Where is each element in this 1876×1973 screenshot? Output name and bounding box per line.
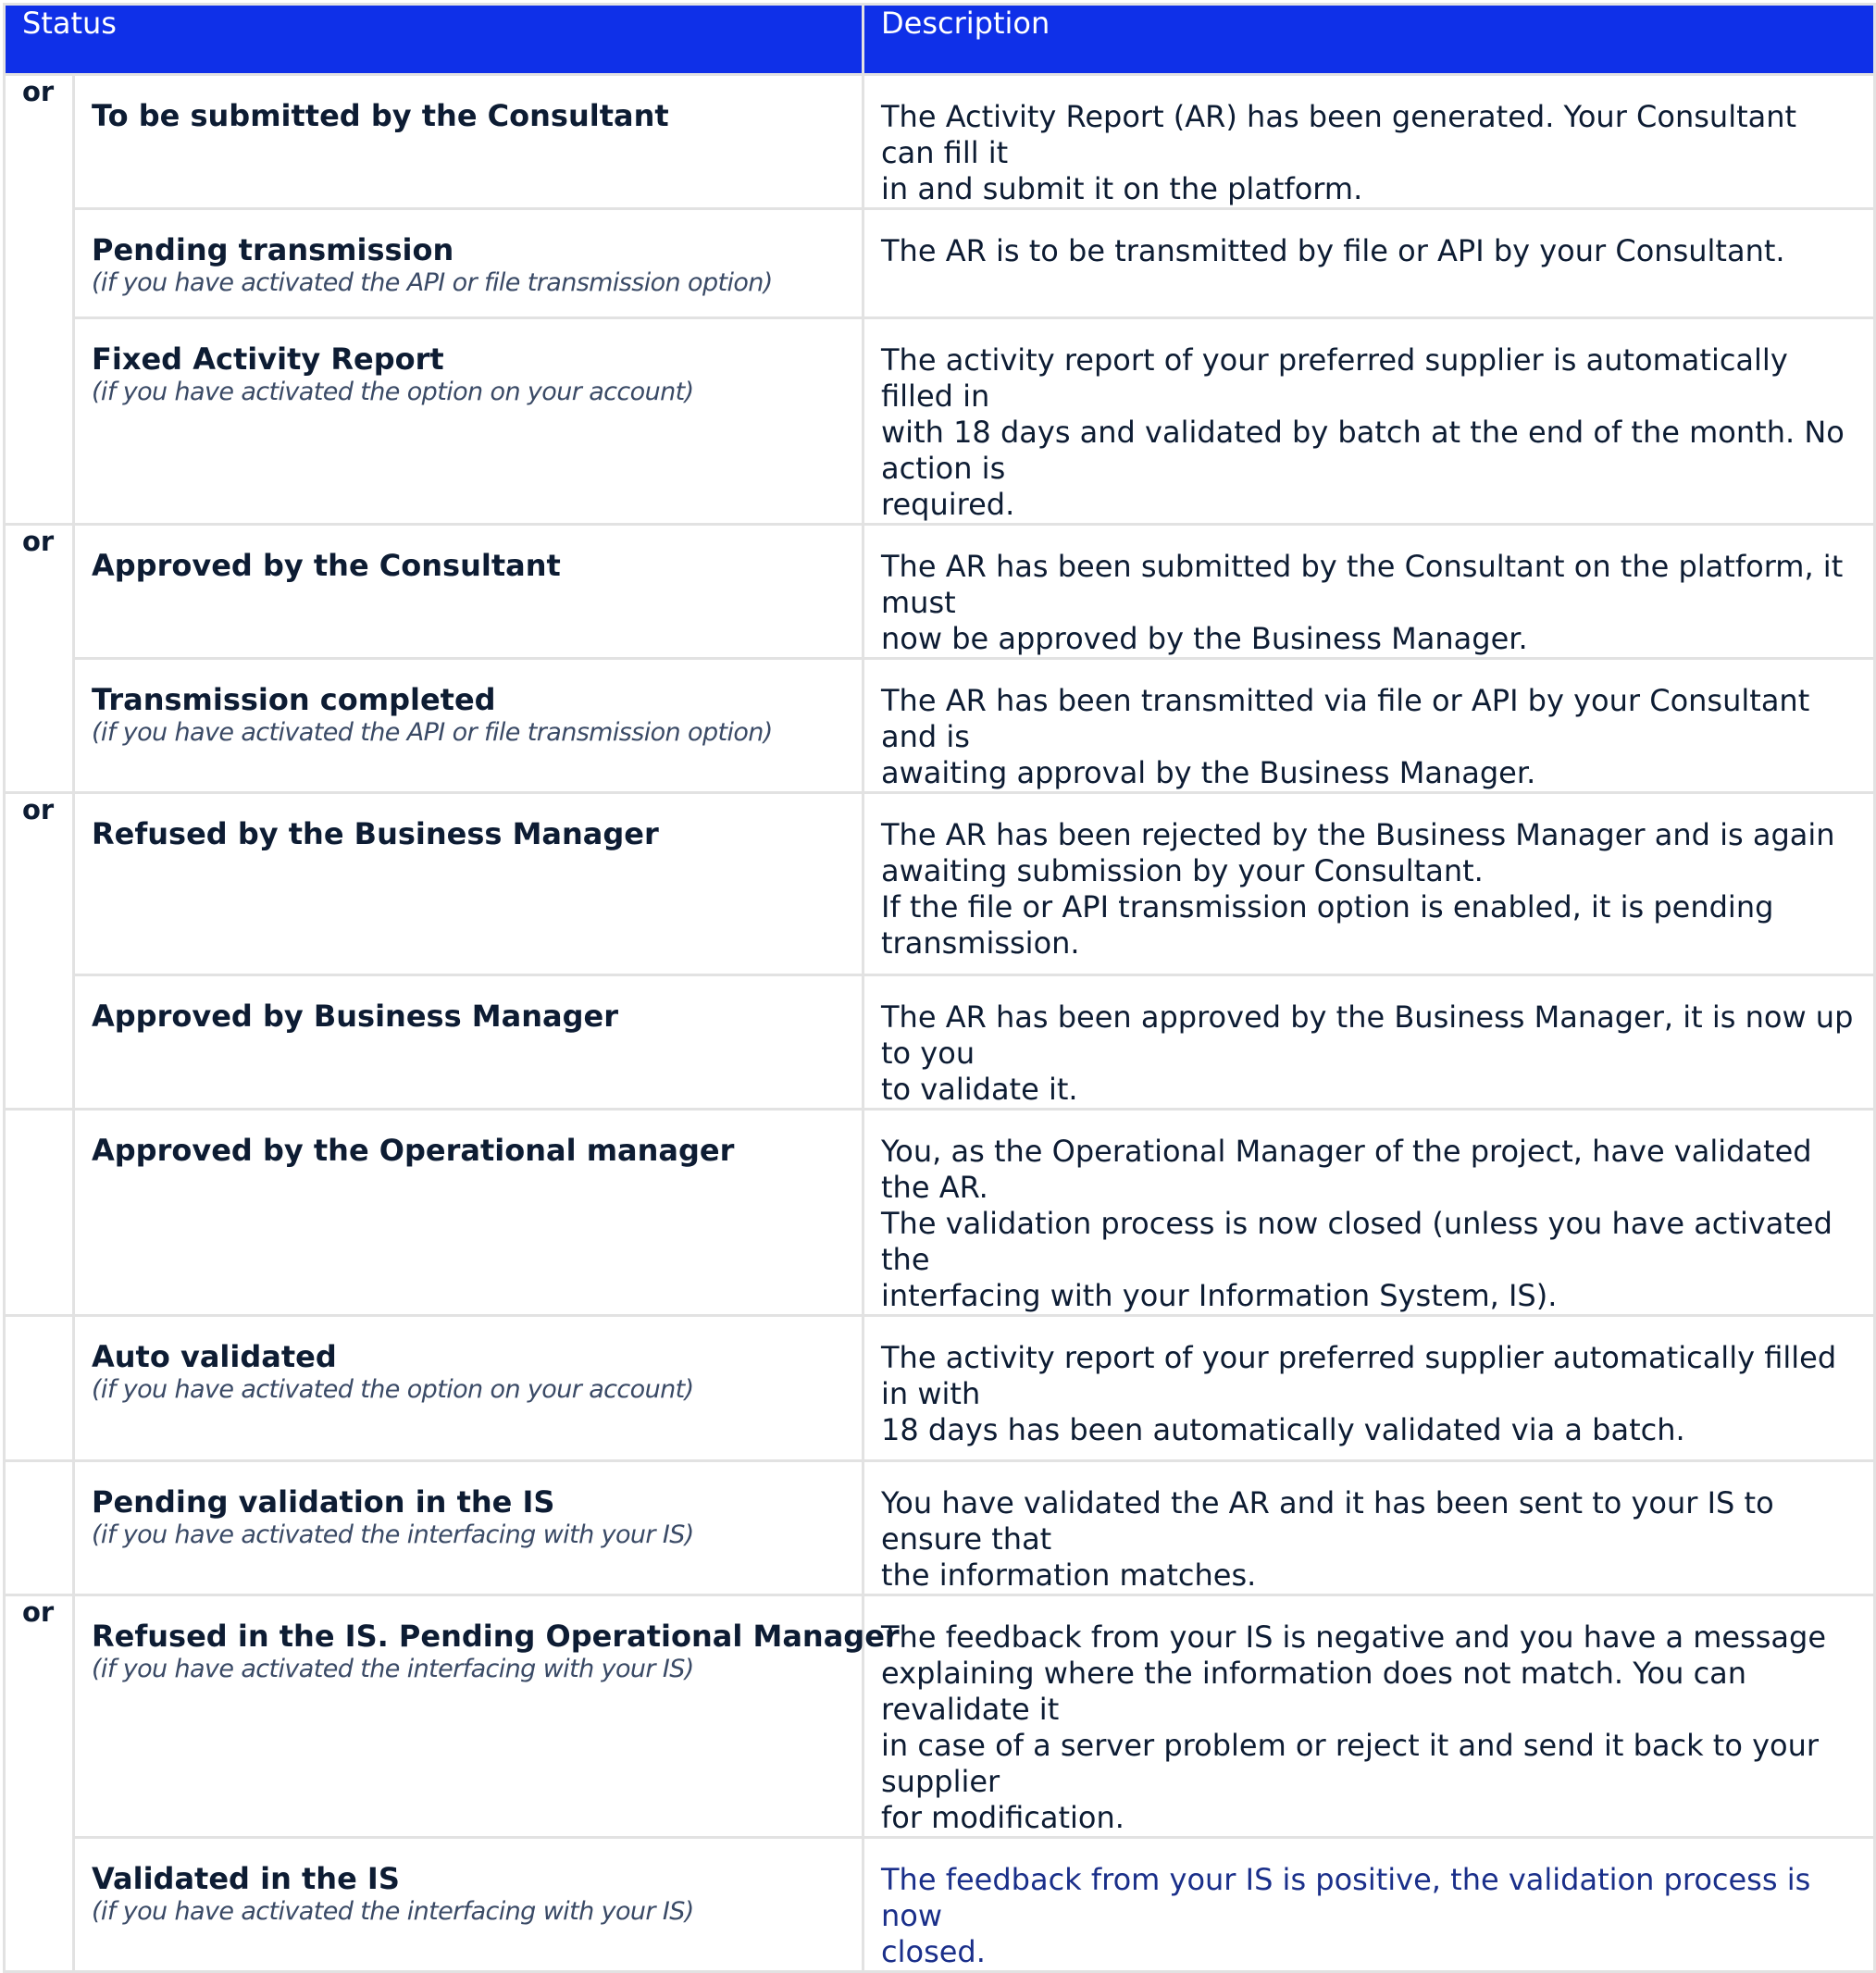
status-title: Approved by Business Manager [92,999,618,1034]
status-cell [74,209,863,318]
status-title: Transmission completed [92,682,496,717]
status-title: Approved by the Operational manager [92,1133,735,1168]
table-row [5,1316,1875,1461]
status-title: Refused in the IS. Pending Operational Manager [92,1619,900,1654]
status-title: Auto validated [92,1339,337,1374]
description-line: with 18 days and validated by batch at the end of the month. No action is [881,415,1845,486]
status-title: Validated in the IS [92,1861,400,1896]
or-connector: or [5,525,74,793]
status-title: To be submitted by the Consultant [92,98,669,133]
description-line: You, as the Operational Manager of the project, have validated the AR. [881,1134,1812,1205]
description-line: for modification. [881,1800,1124,1835]
table-row [5,1595,1875,1838]
description-line: in case of a server problem or reject it and send it back to your supplier [881,1728,1820,1799]
status-note: (if you have activated the interfacing with your IS) [92,1520,694,1549]
status-note: (if you have activated the option on your account) [92,1375,694,1404]
description-cell [863,209,1875,318]
status-cell [74,1316,863,1461]
status-cell [74,1595,900,1838]
description-line: explaining where the information does not match. You can revalidate it [881,1656,1747,1727]
status-cell [74,318,863,525]
description-line: The AR has been transmitted via file or API by your Consultant and is [881,683,1810,754]
description-line: You have validated the AR and it has been sent to your IS to ensure that [881,1485,1774,1557]
header-status: Status [5,5,863,75]
description-cell [863,975,1875,1110]
status-note: (if you have activated the API or file transmission option) [92,268,773,297]
description-line: The AR is to be transmitted by file or API by your Consultant. [881,233,1785,268]
status-note: (if you have activated the interfacing with your IS) [92,1897,694,1926]
table-row [5,525,1875,659]
description-cell [863,1110,1875,1316]
description-line: The validation process is now closed (unless you have activated the [881,1206,1833,1277]
description-line: to validate it. [881,1072,1078,1107]
header-description: Description [863,5,1875,75]
description-cell [863,525,1875,659]
description-cell [863,1316,1875,1461]
status-cell [74,1461,863,1595]
description-line: The AR has been rejected by the Business Manager and is again [881,817,1835,852]
status-cell [74,1838,863,1972]
status-note: (if you have activated the interfacing with your IS) [92,1655,694,1683]
status-title: Refused by the Business Manager [92,816,659,851]
table-row [5,318,1875,525]
or-connector: or [5,75,74,525]
status-title: Fixed Activity Report [92,341,444,377]
description-line: interfacing with your Information System, IS). [881,1278,1558,1313]
description-cell [863,75,1875,209]
or-connector-empty [5,1316,74,1461]
description-cell [863,793,1875,975]
description-cell [863,1461,1875,1595]
description-line: The activity report of your preferred supplier is automatically filled in [881,342,1788,414]
description-line: The Activity Report (AR) has been generated. Your Consultant can fill it [881,99,1797,170]
description-line: The AR has been approved by the Business Manager, it is now up to you [881,999,1854,1071]
table-header-row [5,5,1875,75]
status-title: Pending transmission [92,232,454,267]
description-cell [863,1595,1875,1838]
description-line: If the file or API transmission option is enabled, it is pending [881,889,1774,924]
description-line: The feedback from your IS is positive, the validation process is now [881,1862,1811,1933]
description-line: the information matches. [881,1557,1257,1593]
status-cell [74,75,863,209]
description-line: closed. [881,1934,986,1969]
table-row [5,1110,1875,1316]
description-line: in and submit it on the platform. [881,171,1363,206]
status-cell [74,975,863,1110]
table-row [5,659,1875,793]
table-row [5,1461,1875,1595]
or-connector-empty [5,1110,74,1316]
description-cell [863,1838,1875,1972]
table-row [5,975,1875,1110]
description-line: transmission. [881,925,1080,961]
status-note: (if you have activated the API or file transmission option) [92,718,773,747]
description-line: The feedback from your IS is negative and you have a message [881,1619,1827,1655]
description-line: 18 days has been automatically validated via a batch. [881,1412,1685,1447]
table-row [5,1838,1875,1972]
description-cell [863,659,1875,793]
description-line: now be approved by the Business Manager. [881,621,1528,656]
status-note: (if you have activated the option on your account) [92,378,694,406]
status-cell [74,659,863,793]
description-line: The activity report of your preferred supplier automatically filled in with [881,1340,1837,1411]
table-row [5,793,1875,975]
or-connector: or [5,1595,74,1972]
description-line: awaiting approval by the Business Manager. [881,755,1536,790]
description-line: The AR has been submitted by the Consultant on the platform, it must [881,549,1844,620]
description-line: awaiting submission by your Consultant. [881,853,1484,888]
status-title: Pending validation in the IS [92,1484,555,1520]
table-row [5,75,1875,209]
or-connector: or [5,793,74,1110]
status-cell [74,525,863,659]
or-connector-empty [5,1461,74,1595]
description-cell [863,318,1875,525]
status-table [3,3,1876,1973]
status-cell [74,1110,863,1316]
table-row [5,209,1875,318]
description-line: required. [881,487,1015,522]
status-cell [74,793,863,975]
status-title: Approved by the Consultant [92,548,561,583]
